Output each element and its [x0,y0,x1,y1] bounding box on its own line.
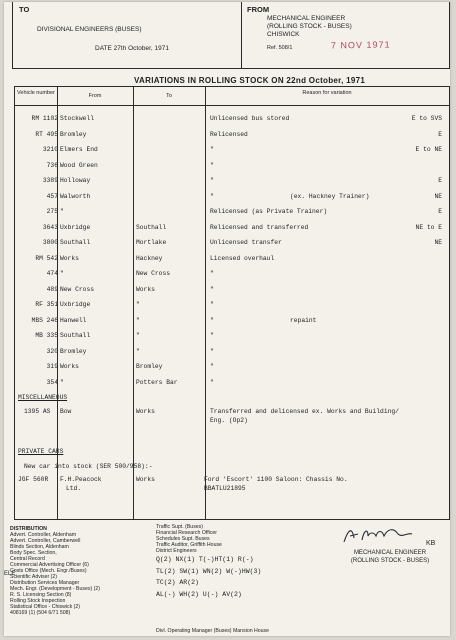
table-row [14,235,448,251]
misc-from: Bow [60,408,72,415]
signatory-line-2: (ROLLING STOCK - BUSES) [350,558,430,564]
private-reason-1: Ford 'Escort' 1100 Saloon: Chassis No. [204,476,348,483]
table-row [14,189,448,205]
variation-reason: " [210,270,214,277]
from-depot: Stockwell [60,115,95,122]
distribution-item: Body Spec. Section, [10,550,57,556]
distribution-item: Commercial Advertising Officer (6) [10,562,89,568]
from-depot: New Cross [60,285,95,293]
distribution-item: Traffic Auditor, Griffith House [156,542,222,548]
vehicle-number: 736 [46,161,58,169]
misc-heading: MISCELLANEOUS [18,394,68,401]
depot-codes [156,554,261,600]
distribution-item: 408169 (1) (504 6/71 508) [10,610,71,616]
document-sheet [4,2,450,636]
vehicle-number: 3389 [42,177,58,184]
header-rule [15,105,449,106]
from-depot: Bromley [60,347,87,355]
to-depot: Southall [136,223,167,231]
from-depot: Elmers End [60,146,98,153]
vehicle-number: 320 [46,347,58,355]
distribution-item: Schedules Supt. Buses [156,536,210,542]
memo-date: DATE 27th October, 1971 [95,45,169,52]
vehicle-number: MBS 246 [31,316,58,324]
distribution-list-right [156,524,222,554]
engineer-code: E [438,130,442,138]
variation-reason: " [210,192,214,200]
distribution-item: R. S. Licensing Section (8) [10,592,72,598]
misc-to: Works [136,408,155,415]
to-depot: " [136,316,140,324]
from-depot: Holloway [60,177,91,184]
header-divider [241,2,242,68]
variation-reason: " [210,316,214,324]
date-stamp: 7 NOV 1971 [330,39,391,51]
from-line-1: MECHANICAL ENGINEER [267,15,346,22]
from-depot: Southall [60,332,91,339]
from-depot: Walworth [60,192,91,200]
to-depot: Potters Bar [136,378,178,386]
table-row [14,359,448,375]
from-line-2: (ROLLING STOCK - BUSES) [267,23,352,30]
vehicle-number: 319 [46,363,58,370]
vehicle-number: 3643 [42,223,58,231]
variation-reason: " [210,363,214,370]
distribution-item: Blinds Section, Aldenham [10,544,69,550]
variation-reason: Relicensed [210,130,248,138]
table-row [14,297,448,313]
variation-reason: " [210,285,214,293]
from-line-3: CHISWICK [267,31,300,38]
col-from: From [88,93,102,99]
table-row [14,344,448,360]
distribution-item: Traffic Supt. (Buses) [156,524,203,530]
distribution-item: District Engineers [156,548,197,554]
table-row [14,220,448,236]
engineer-code: E to SVS [411,115,442,122]
vehicle-number: RT 495 [35,130,58,138]
misc-reason-2: Eng. (Op2) [210,417,248,424]
table-row [14,127,448,143]
engineer-code: E to NE [415,146,442,153]
from-depot: " [60,208,64,215]
handwritten-signature [342,524,422,546]
table-row [14,266,448,282]
variation-reason: Relicensed (as Private Trainer) [210,208,328,215]
from-depot: Works [60,254,79,262]
table-row [14,251,448,267]
depot-code-line: TC(2) AR(2) [156,579,199,586]
variation-reason: Relicensed and transferred [210,223,309,231]
depot-code-line: AL(-) WH(2) U(-) AV(2) [156,590,242,598]
to-depot: Bromley [136,363,163,370]
private-reason-2: BBATLU21895 [204,485,246,492]
from-depot: " [60,270,64,277]
private-from-1: F.H.Peacock [60,476,102,483]
to-depot: " [136,332,140,339]
engineer-code: NE [434,192,442,200]
variation-reason: " [210,378,214,386]
distribution-item: Statistical Office - Chiswick (2) [10,604,80,610]
from-depot: Wood Green [60,161,98,169]
vehicle-number: MB 335 [35,332,58,339]
table-row [14,142,448,158]
private-line: New car into stock (SER 500/958):- [24,463,153,470]
signature-initials: KB [426,540,436,547]
variation-note: repaint [290,316,317,324]
misc-vehicle: 1395 AS [24,408,51,415]
vehicle-number: 354 [46,378,58,386]
distribution-item: Advert. Controller, Aldenham [10,532,77,538]
table-row [14,173,448,189]
memo-header [12,2,450,69]
page-title: VARIATIONS IN ROLLING STOCK ON 22nd October, 1971 [134,76,366,85]
distribution-heading: DISTRIBUTION [10,526,47,532]
vehicle-number: 3800 [42,239,58,246]
variation-reason: " [210,161,214,169]
to-depot: " [136,301,140,308]
private-vehicle: JGF 560R [18,476,49,483]
distribution-item: Mech. Engr. (Development - Buses) (2) [10,586,100,592]
misc-reason-1: Transferred and delicensed ex. Works and Building/ [210,408,399,415]
engineer-code: NE to E [415,223,442,231]
engineer-code: NE [434,239,442,246]
from-depot: Uxbridge [60,301,91,308]
from-depot: Hanwell [60,316,87,324]
variation-reason: " [210,347,214,355]
vehicle-number: RF 351 [35,301,58,308]
table-row [14,204,448,220]
variation-reason: " [210,301,214,308]
variation-note: (ex. Hackney Trainer) [290,192,370,200]
variation-reason: " [210,146,214,153]
distribution-item: Advert. Controller, Camberwell [10,538,81,544]
table-row [14,313,448,329]
distribution-item: Distribution Services Manager [10,580,80,586]
side-mark: ELE [4,571,16,577]
to-depot: Works [136,285,155,293]
depot-code-line: TL(2) SW(1) WN(2) W(-)HW(3) [156,567,262,575]
variation-reason: Licensed overhaul [210,254,275,262]
from-depot: Uxbridge [60,223,91,231]
variation-reason: Unlicensed transfer [210,239,282,246]
vehicle-number: RM 1102 [31,115,58,122]
variation-reason: " [210,177,214,184]
to-depot: Hackney [136,254,163,262]
engineer-code: E [438,208,442,215]
vehicle-number: 275 [46,208,58,215]
distribution-list [10,526,100,616]
vehicle-number: RM 542 [35,254,58,262]
to-depot: " [136,347,140,355]
vehicle-number: 489 [46,285,58,293]
rows-container [14,111,448,390]
from-label: FROM [247,5,270,14]
to-depot: Mortlake [136,239,167,246]
vehicle-number: 474 [46,270,58,277]
to-label: TO [19,5,30,14]
table-row [14,111,448,127]
table-row [14,328,448,344]
col-reason: Reason for variation [302,90,352,96]
table-row [14,282,448,298]
signatory-line-1: MECHANICAL ENGINEER [353,550,427,556]
col-to: To [166,93,172,99]
to-depot: New Cross [136,270,171,277]
distribution-item: Rolling Stock Inspection [10,598,66,604]
variation-reason: Unlicensed bus stored [210,115,290,122]
private-from-2: Ltd. [66,485,82,492]
from-depot: Southall [60,239,91,246]
from-depot: " [60,378,64,386]
from-depot: Works [60,363,79,370]
from-depot: Bromley [60,130,87,138]
table-row [14,375,448,391]
distribution-item: Central Record [10,556,45,562]
reference: Ref. 508/1 [267,45,293,51]
vehicle-number: 3210 [42,146,58,153]
depot-code-line: Q(2) NX(1) T(-)HT(1) R(-) [156,556,254,563]
col-vehicle: Vehicle number [17,90,55,96]
to-value: DIVISIONAL ENGINEERS (BUSES) [37,26,142,33]
vehicle-number: 457 [46,192,58,200]
private-heading: PRIVATE CARS [18,448,64,455]
engineer-code: E [438,177,442,184]
variation-reason: " [210,332,214,339]
distribution-footer: Divl. Operating Manager (Buses) Mansion House [156,628,270,634]
table-row [14,158,448,174]
distribution-item: Costs Office (Mech. Engr./Buses) [10,568,87,574]
distribution-item: Scientific Adviser (2) [10,574,57,580]
distribution-item: Financial Research Officer [156,530,218,536]
private-to: Works [136,476,155,483]
